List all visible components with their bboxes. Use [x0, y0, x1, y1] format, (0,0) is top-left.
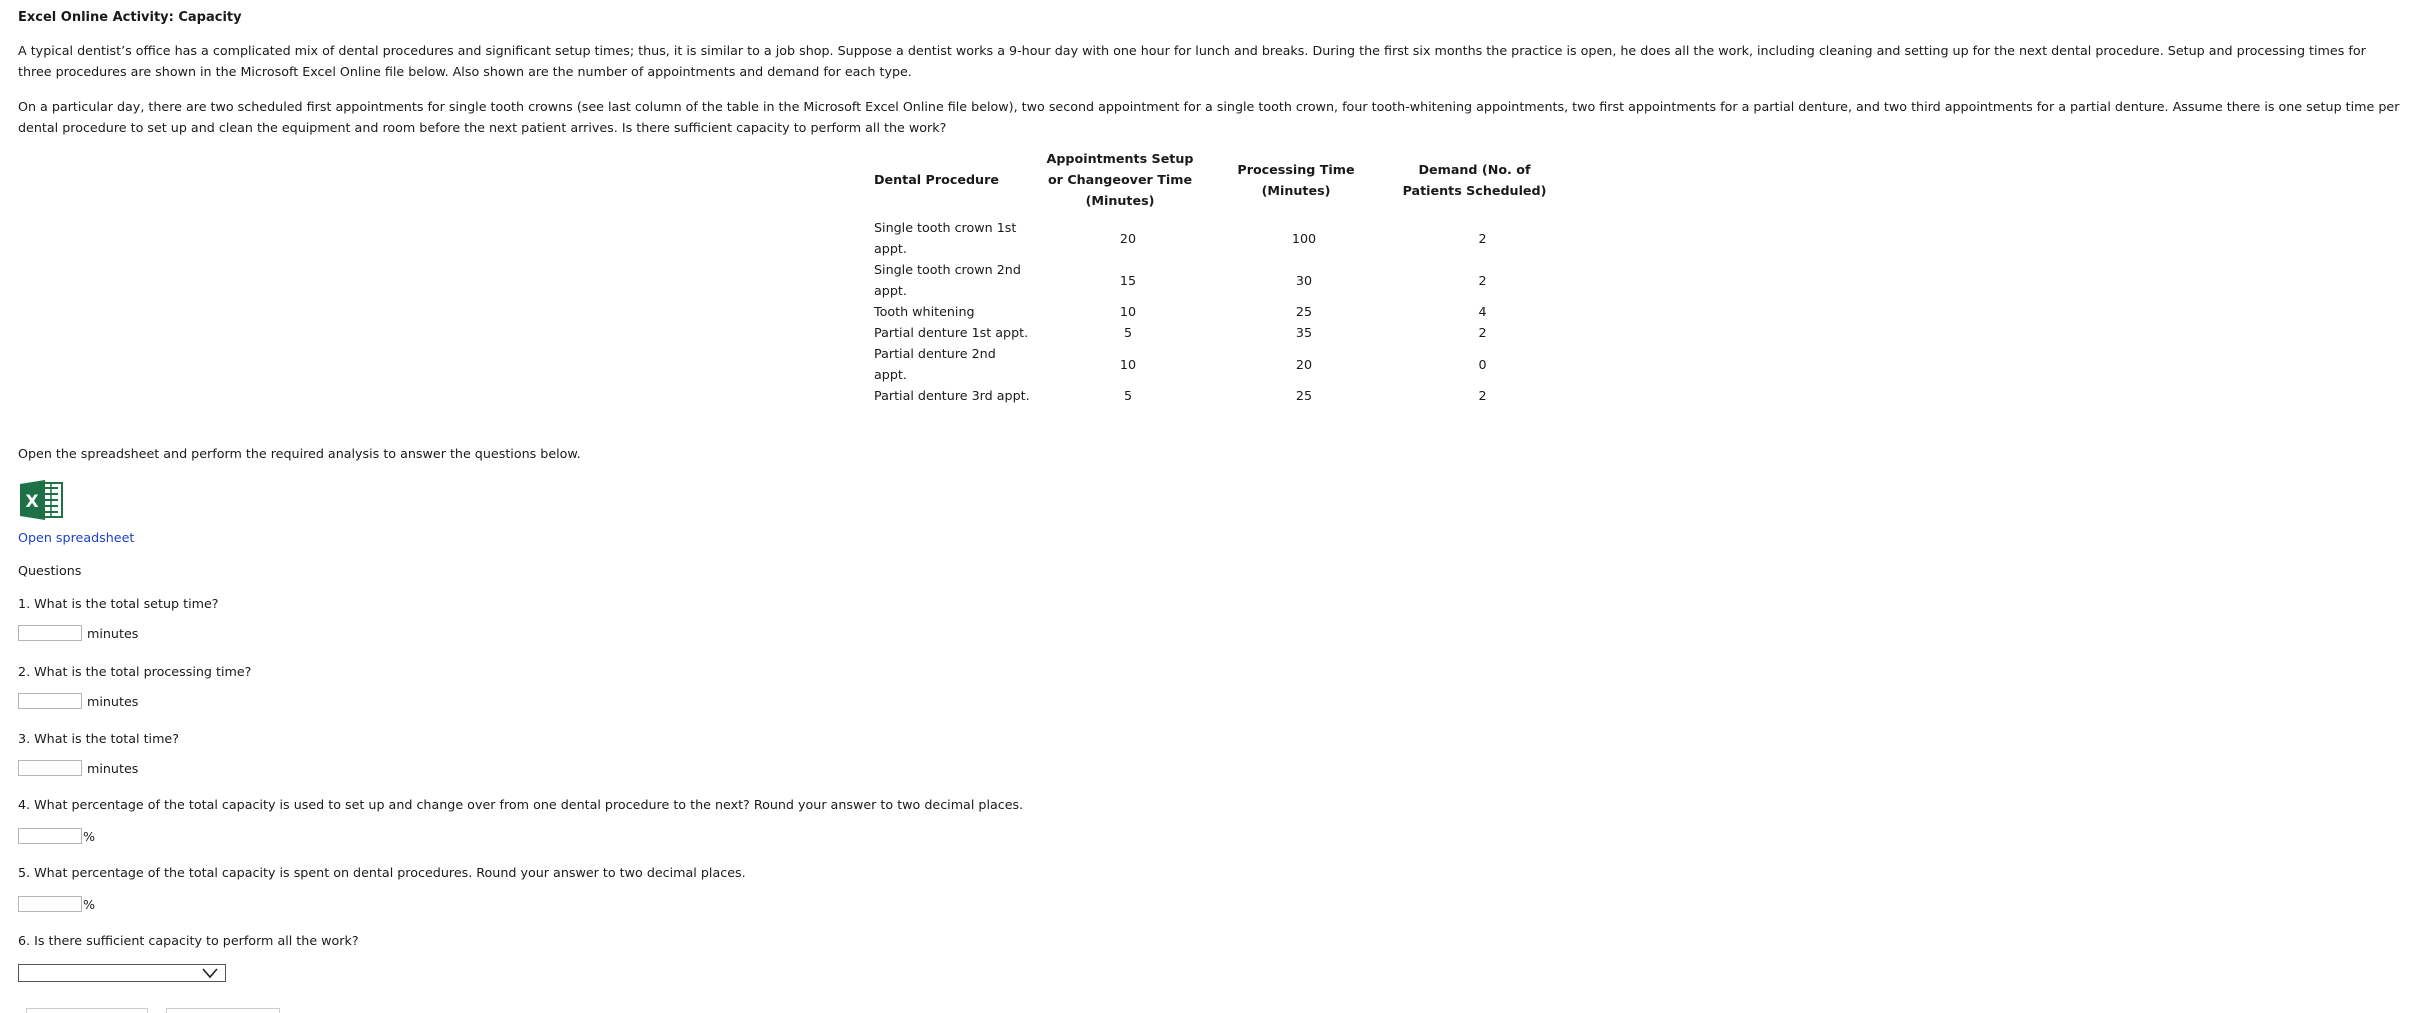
chevron-down-icon — [201, 966, 219, 983]
setup-time-value: 10 — [1119, 304, 1137, 319]
table-row — [874, 259, 1573, 301]
demand-value: 2 — [1478, 272, 1487, 288]
question-1-text: 1. What is the total setup time? — [18, 596, 219, 611]
question-1-answer — [18, 625, 138, 641]
table-row — [874, 301, 1573, 322]
processing-time-value: 25 — [1295, 304, 1313, 319]
setup-percentage-input[interactable] — [18, 828, 82, 844]
setup-time-value: 15 — [1119, 272, 1137, 288]
setup-time-value: 5 — [1123, 388, 1133, 403]
svg-text:X: X — [25, 492, 39, 512]
unit-label: % — [83, 896, 96, 912]
unit-label: minutes — [87, 760, 139, 776]
total-setup-time-input[interactable] — [18, 625, 82, 641]
procedure-percentage-input[interactable] — [18, 896, 82, 912]
question-5-answer — [18, 896, 95, 912]
instruction-text: Open the spreadsheet and perform the required analysis to answer the questions below. — [18, 446, 581, 461]
problem-paragraph-1: A typical dentist’s office has a complicated mix of dental procedures and significant setup times; thus, it is similar to a job shop. Suppose a dentist works a 9-hour day with one hour for lunch and breaks. During the first six months the practice is open, he does all the work, including cleaning and setting up for the next dental procedure. Setup and processing times for three procedures are shown in the Microsoft Excel Online file below. Also shown are the number of appointments and demand for each type. — [18, 43, 2366, 79]
processing-time-value: 100 — [1291, 230, 1317, 246]
check-button[interactable] — [26, 1008, 148, 1013]
question-4-text: 4. What percentage of the total capacity is used to set up and change over from one dental procedure to the next? Round your answer to two decimal places. — [18, 797, 1024, 812]
question-5-text: 5. What percentage of the total capacity is spent on dental procedures. Round your answer to two decimal places. — [18, 865, 746, 880]
open-spreadsheet-link[interactable]: Open spreadsheet — [18, 530, 135, 545]
demand-value: 2 — [1478, 325, 1487, 340]
question-2-text: 2. What is the total processing time? — [18, 664, 252, 679]
table-row — [874, 322, 1573, 343]
table-row — [874, 385, 1573, 406]
setup-time-value: 10 — [1119, 356, 1137, 372]
table-header-row — [874, 148, 1573, 217]
demand-value: 2 — [1478, 230, 1487, 246]
questions-heading: Questions — [18, 563, 82, 578]
demand-value: 2 — [1478, 388, 1487, 403]
procedure-name: Partial denture 2nd appt. — [874, 346, 996, 382]
unit-label: % — [83, 828, 96, 844]
procedure-name: Single tooth crown 1st appt. — [874, 220, 1017, 256]
table-row — [874, 217, 1573, 259]
demand-value: 0 — [1478, 356, 1487, 372]
processing-time-value: 20 — [1295, 356, 1313, 372]
procedure-table — [874, 148, 1573, 406]
question-3-answer — [18, 760, 138, 776]
header-setup-time: Appointments Setup or Changeover Time (Minutes) — [1046, 151, 1194, 208]
question-6-text: 6. Is there sufficient capacity to perform all the work? — [18, 933, 359, 948]
unit-label: minutes — [87, 693, 139, 709]
header-processing-time: Processing Time (Minutes) — [1237, 161, 1355, 198]
hint-button[interactable] — [166, 1008, 280, 1013]
question-2-answer — [18, 693, 138, 709]
processing-time-value: 25 — [1295, 388, 1313, 403]
setup-time-value: 20 — [1119, 230, 1137, 246]
capacity-dropdown[interactable] — [18, 964, 226, 982]
processing-time-value: 35 — [1295, 325, 1313, 340]
problem-paragraph-2: On a particular day, there are two scheduled first appointments for single tooth crowns (see last column of the table in the Microsoft Excel Online file below), two second appointment for a single tooth crown, four tooth-whitening appointments, two first appointments for a partial denture, and two third appointments for a partial denture. Assume there is one setup time per dental procedure to set up and clean the equipment and room before the next patient arrives. Is there sufficient capacity to perform all the work? — [18, 99, 2400, 135]
procedure-name: Partial denture 3rd appt. — [874, 388, 1030, 403]
procedure-name: Single tooth crown 2nd appt. — [874, 262, 1021, 298]
question-4-answer — [18, 828, 95, 844]
total-time-input[interactable] — [18, 760, 82, 776]
total-processing-time-input[interactable] — [18, 693, 82, 709]
unit-label: minutes — [87, 625, 139, 641]
question-6-answer — [18, 964, 226, 982]
header-dental-procedure: Dental Procedure — [874, 172, 999, 187]
demand-value: 4 — [1478, 304, 1487, 319]
processing-time-value: 30 — [1295, 272, 1313, 288]
page-title: Excel Online Activity: Capacity — [18, 10, 242, 25]
question-3-text: 3. What is the total time? — [18, 731, 179, 746]
procedure-name: Tooth whitening — [874, 304, 975, 319]
excel-icon[interactable] — [18, 478, 66, 522]
table-row — [874, 343, 1573, 385]
procedure-name: Partial denture 1st appt. — [874, 325, 1029, 340]
header-demand: Demand (No. of Patients Scheduled) — [1402, 161, 1547, 198]
setup-time-value: 5 — [1123, 325, 1133, 340]
